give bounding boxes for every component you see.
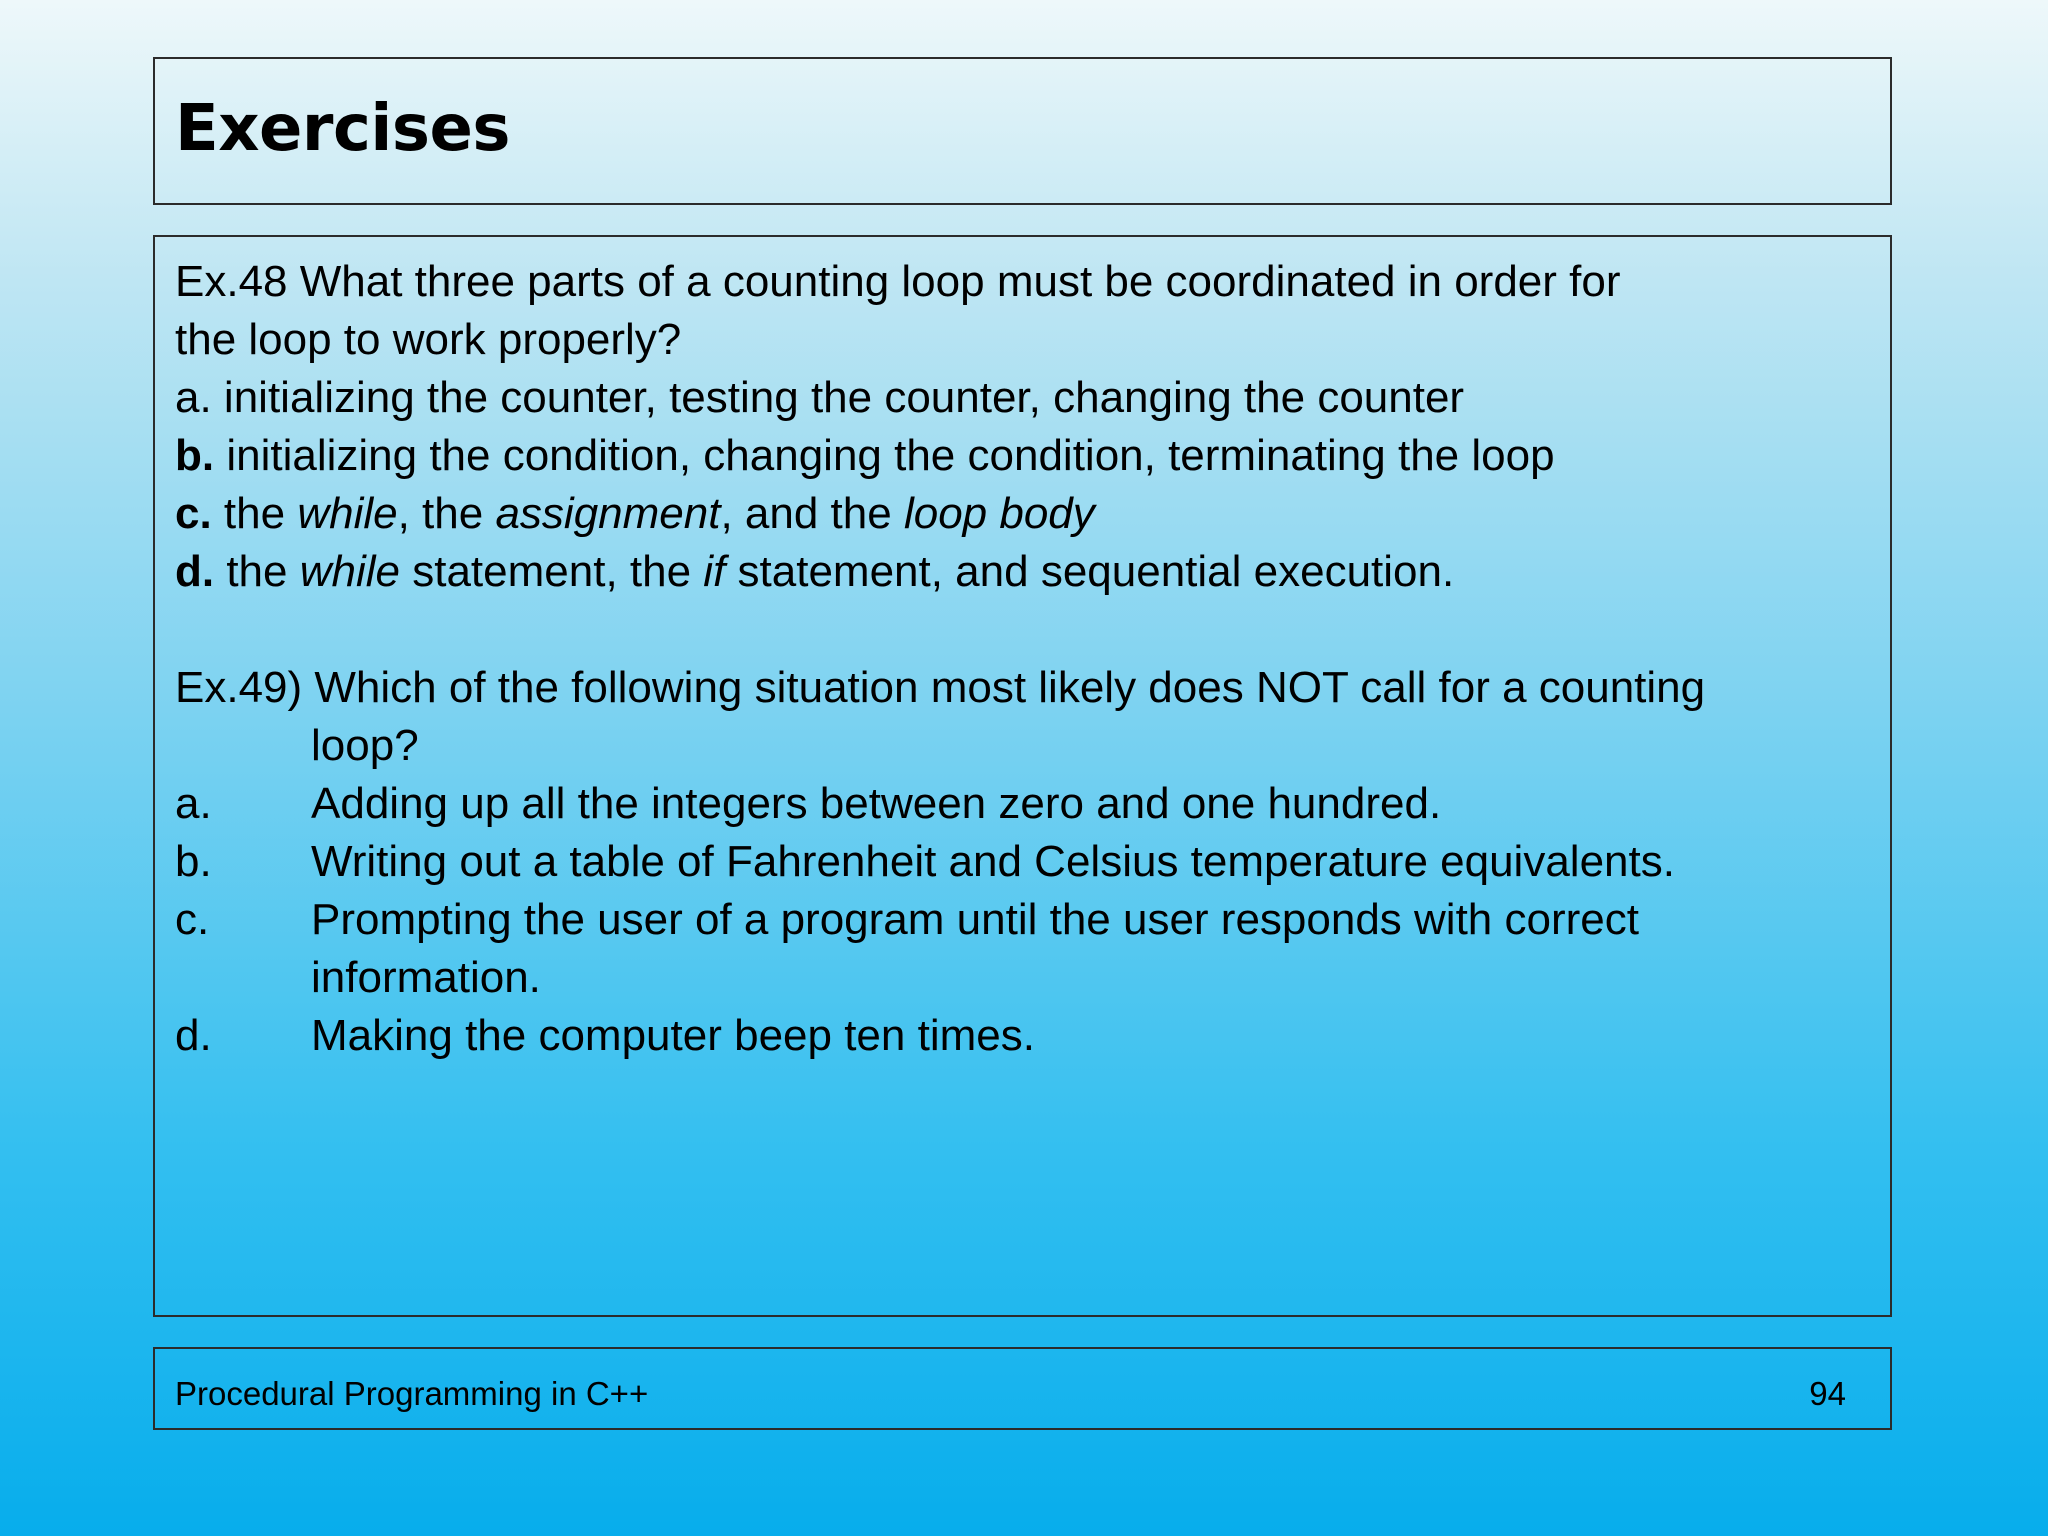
ex49-question-line1: Ex.49) Which of the following situation most likely does NOT call for a counting (175, 663, 1706, 712)
ex48-question-line1: Ex.48 What three parts of a counting loop must be coordinated in order for (175, 257, 1621, 306)
footer-box (153, 1347, 1892, 1430)
ex48-option-c-label: c. (175, 489, 212, 538)
content-box (153, 235, 1892, 1317)
ex49-option-c (175, 891, 1870, 949)
ex49-option-c-continuation: information. (311, 953, 541, 1002)
ex49-option-d-label: d. (175, 1011, 212, 1060)
title-box (153, 57, 1892, 205)
slide-title: Exercises (175, 92, 510, 166)
ex49-option-c-label: c. (175, 895, 210, 944)
ex48-option-b-text: initializing the condition, changing the condition, terminating the loop (214, 431, 1555, 480)
ex48-option-c-italic-1: while (297, 489, 398, 538)
exercise-content (175, 253, 1870, 1065)
ex48-option-a: a. initializing the counter, testing the counter, changing the counter (175, 373, 1465, 422)
ex48-option-d-italic-1: while (299, 547, 401, 596)
ex49-question-line2: loop? (311, 721, 419, 770)
ex48-option-d-label: d. (175, 547, 215, 596)
ex48-option-c-text-2: , the (397, 489, 496, 538)
ex49-option-a (175, 775, 1870, 833)
ex48-option-b-label: b. (175, 431, 215, 480)
ex48-option-c (175, 485, 1870, 543)
ex49-option-b-text: Writing out a table of Fahrenheit and Celsius temperature equivalents. (311, 837, 1675, 886)
ex48-option-c-text-1: the (211, 489, 298, 538)
ex48-option-d (175, 543, 1870, 601)
ex48-option-d-text-3: statement, and sequential execution. (725, 547, 1455, 596)
ex48-option-b (175, 427, 1870, 485)
ex48-option-d-text-2: statement, the (400, 547, 704, 596)
footer-course-title: Procedural Programming in C++ (175, 1375, 649, 1412)
footer-page-number: 94 (1809, 1375, 1846, 1412)
ex49-option-d (175, 1007, 1870, 1065)
ex49-option-b-label: b. (175, 837, 212, 886)
ex49-option-c-text: Prompting the user of a program until the user responds with correct (311, 895, 1639, 944)
ex49-option-a-label: a. (175, 779, 212, 828)
ex48-option-c-italic-3: loop body (903, 489, 1095, 538)
ex48-option-c-text-3: , and the (720, 489, 904, 538)
ex48-option-d-text-1: the (214, 547, 300, 596)
ex48-option-d-italic-2: if (703, 547, 726, 596)
ex49-option-d-text: Making the computer beep ten times. (311, 1011, 1035, 1060)
ex49-option-b (175, 833, 1870, 891)
ex49-option-a-text: Adding up all the integers between zero and one hundred. (311, 779, 1442, 828)
spacer (175, 601, 1870, 659)
ex48-question-line2: the loop to work properly? (175, 315, 682, 364)
ex48-option-c-italic-2: assignment (495, 489, 721, 538)
